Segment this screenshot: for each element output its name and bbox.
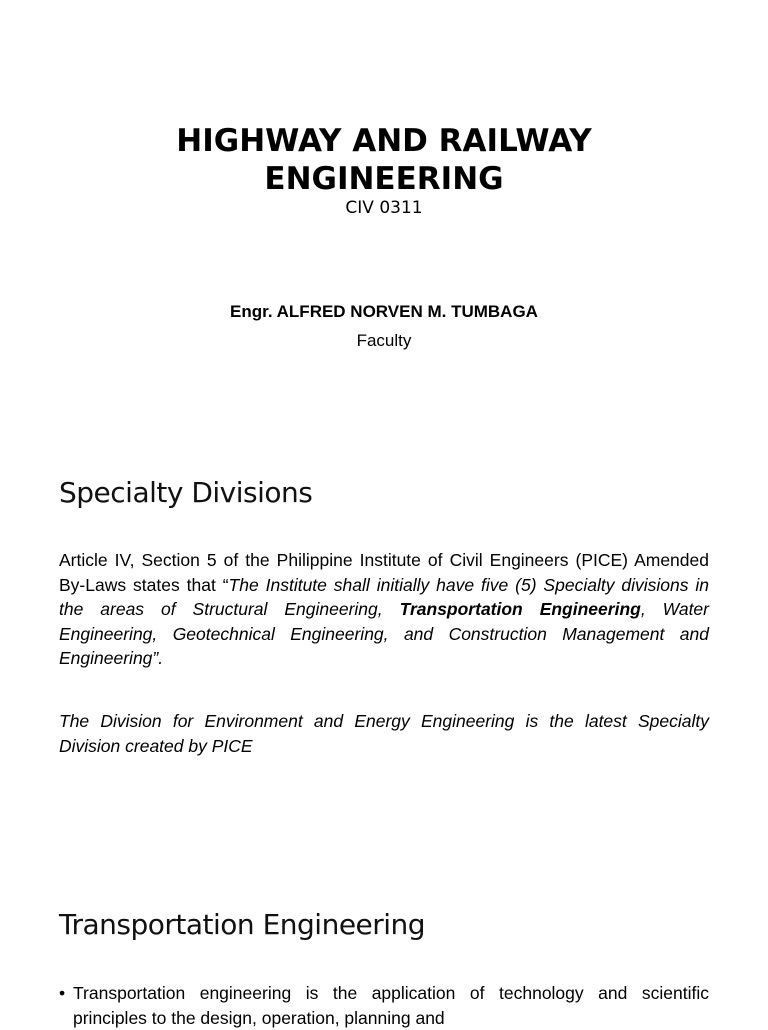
specialty-note-text: The Division for Environment and Energy Engineering is the latest Specialty Division created by PICE — [59, 711, 709, 756]
bullet-icon: • — [59, 983, 66, 1003]
course-code: CIV 0311 — [345, 198, 423, 218]
specialty-quote-bold: Transportation Engineering — [399, 599, 641, 619]
transport-bullet-list — [59, 981, 709, 1030]
specialty-intro-text: Article IV, Section 5 of the Philippine Institute of Civil Engineers (PICE) Amended By-Laws states that “ — [59, 550, 709, 595]
title-line-2: ENGINEERING — [264, 161, 504, 197]
author-name: Engr. ALFRED NORVEN M. TUMBAGA — [230, 302, 538, 321]
specialty-quote-text-1: The Institute shall initially have five (5) Specialty divisions in the areas of Structural Engineering, — [59, 574, 709, 619]
transport-heading: Transportation Engineering — [59, 908, 426, 941]
specialty-quote-text-2: , Water Engineering, Geotechnical Engineering, and Construction Management and Engineering”. — [59, 599, 709, 668]
bullet-text: Transportation engineering is the application of technology and scientific principles to the design, operation, planning and — [73, 983, 709, 1028]
list-item — [59, 981, 709, 1030]
specialty-heading: Specialty Divisions — [59, 476, 313, 509]
author-role: Faculty — [356, 331, 412, 350]
title-line-1: HIGHWAY AND RAILWAY — [176, 123, 592, 159]
